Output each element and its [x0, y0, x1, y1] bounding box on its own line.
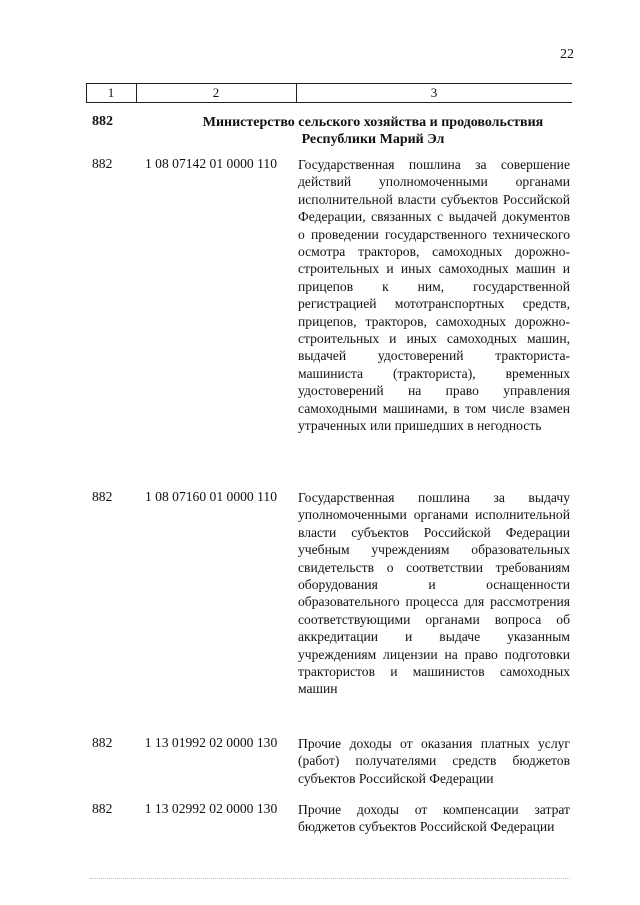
admin-code: 882: [92, 735, 113, 750]
admin-code: 882: [92, 489, 113, 504]
ministry-name: Министерство сельского хозяйства и продовольствия Республики Марий Эл: [202, 115, 544, 147]
table-header-col-2: 2: [212, 85, 220, 100]
table-header-col-3: 3: [430, 85, 438, 100]
budget-classification-code: 1 13 01992 02 0000 130: [144, 735, 278, 750]
budget-classification-code: 1 08 07142 01 0000 110: [144, 156, 278, 171]
admin-code: 882: [92, 156, 113, 171]
budget-classification-code: 1 08 07160 01 0000 110: [144, 489, 278, 504]
ministry-code: 882: [92, 114, 113, 129]
revenue-description: Прочие доходы от компенсации затрат бюджетов субъектов Российской Федерации: [298, 802, 570, 835]
table-header-col-1: 1: [107, 85, 115, 100]
page-number: 22: [560, 47, 574, 62]
admin-code: 882: [92, 801, 113, 816]
scan-artifact-line: [90, 878, 570, 881]
revenue-description: Прочие доходы от оказания платных услуг (работ) получателями средств бюджетов субъектов Российской Федерации: [298, 736, 570, 786]
table-header-top-border: [86, 83, 572, 84]
budget-classification-code: 1 13 02992 02 0000 130: [144, 801, 278, 816]
revenue-description: Государственная пошлина за совершение действий уполномоченными органами исполнительной власти субъектов Российской Федерации, связанных с выдачей документов о проведении государственного технического осмотра тракторов, самоходных дорожно-строительных и иных самоходных машин и прицепов к ним, государственной регистрацией мототранспортных средств, прицепов, тракторов, самоходных дорожно-строительных и иных самоходных машин, выдачей удостоверений тракториста-машиниста (тракториста), временных удостоверений на право управления самоходными машинами, в том числе взамен утраченных или пришедших в негодность: [298, 157, 570, 434]
revenue-description: Государственная пошлина за выдачу уполномоченными органами исполнительной власти субъектов Российской Федерации учебным учреждениям образовательных свидетельств о соответствии требованиям оборудования и оснащенности образовательного процесса для рассмотрения соответствующими органами вопроса об аккредитации и выдаче указанным учреждениям лицензии на право подготовки трактористов и машинистов самоходных машин: [298, 490, 570, 697]
table-header-bottom-border: [86, 102, 572, 103]
